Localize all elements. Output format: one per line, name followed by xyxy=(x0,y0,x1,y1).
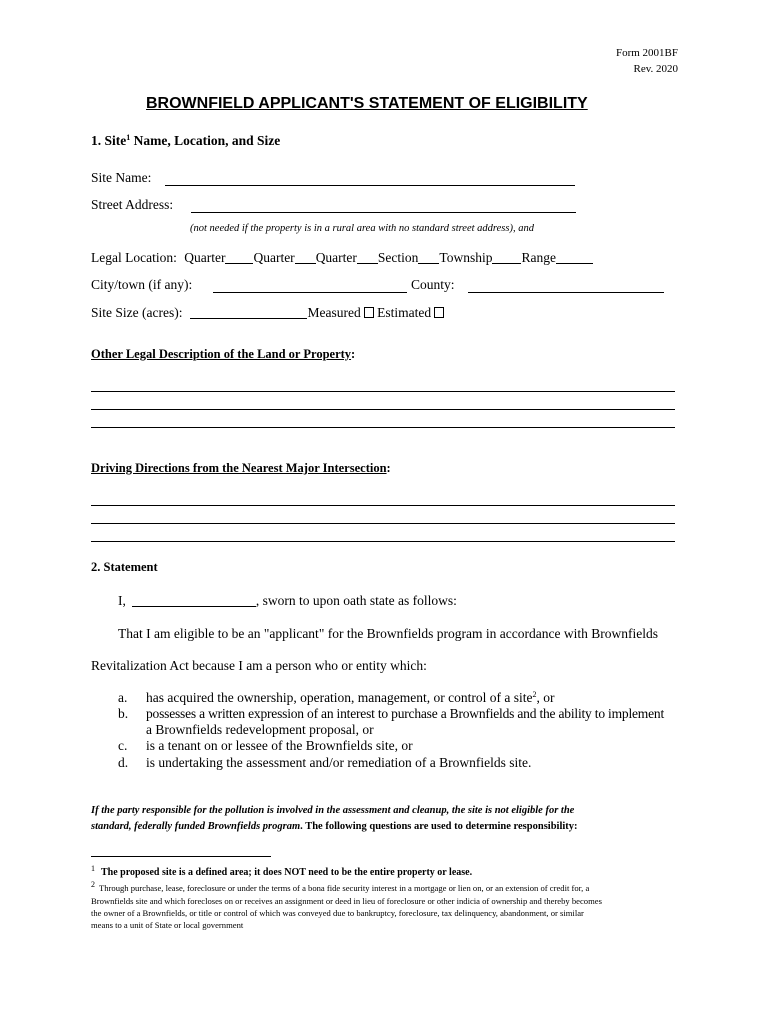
section-field[interactable] xyxy=(418,251,439,264)
list-item-letter: a. xyxy=(118,690,128,705)
township-field[interactable] xyxy=(492,251,521,264)
street-address-label: Street Address: xyxy=(91,197,174,212)
legal-location-label: Legal Location: xyxy=(91,250,177,265)
footnote-2-line3: the owner of a Brownfields, or title or control of which was conveyed due to bankruptcy, foreclosure, tax delinquency, abandonment, or similar xyxy=(91,908,584,918)
list-item-text-cont: a Brownfields redevelopment proposal, or xyxy=(146,722,374,737)
revision-date: Rev. 2020 xyxy=(633,63,678,75)
page-title: BROWNFIELD APPLICANT'S STATEMENT OF ELIGIBILITY xyxy=(146,95,588,112)
legal-location-row xyxy=(91,250,593,266)
list-item xyxy=(146,690,555,706)
estimated-label: Estimated xyxy=(377,305,432,320)
footnote-separator xyxy=(91,856,271,857)
list-item-tail: , or xyxy=(536,690,555,705)
county-label: County: xyxy=(411,277,455,292)
measured-label: Measured xyxy=(307,305,361,320)
measured-checkbox[interactable] xyxy=(364,307,374,318)
footnote-ref-1: 1 xyxy=(126,133,131,142)
responsibility-warning-line1: If the party responsible for the pollution is involved in the assessment and cleanup, the site is not eligible for the xyxy=(91,805,575,816)
list-item-letter: d. xyxy=(118,755,129,770)
driving-line-1[interactable] xyxy=(91,505,675,506)
other-legal-line-1[interactable] xyxy=(91,391,675,392)
quarter-field-3[interactable] xyxy=(357,251,378,264)
section2-heading: 2. Statement xyxy=(91,560,158,574)
site-size-row xyxy=(91,305,444,321)
street-address-field[interactable] xyxy=(191,212,576,213)
footnote-ref-2: 2 xyxy=(532,690,537,699)
oath-prefix: I, xyxy=(118,593,126,608)
footnote-2-line2: Brownfields site and which forecloses on or receives an assignment or deed in lieu of foreclosure or other indicia of ownership and thereby becomes xyxy=(91,896,602,906)
county-field[interactable] xyxy=(468,292,664,293)
driving-directions-heading: Driving Directions from the Nearest Major Intersection: xyxy=(91,461,391,475)
list-item-letter: c. xyxy=(118,738,128,753)
form-number: Form 2001BF xyxy=(615,47,678,59)
applicant-name-field[interactable] xyxy=(132,594,256,607)
site-size-field[interactable] xyxy=(190,306,307,319)
other-legal-line-3[interactable] xyxy=(91,427,675,428)
section1-heading-prefix: 1. Site xyxy=(91,133,127,148)
site-name-label: Site Name: xyxy=(91,170,152,185)
oath-line xyxy=(118,593,457,609)
footnote-1-number: 1 xyxy=(91,864,95,873)
list-item-letter: b. xyxy=(118,706,129,721)
footnote-2-number: 2 xyxy=(91,880,95,889)
quarter-label-2: Quarter xyxy=(253,250,295,265)
other-legal-line-2[interactable] xyxy=(91,409,675,410)
footnote-2-line1: Through purchase, lease, foreclosure or under the terms of a bona fide security interest in a mortgage or lien on, or an extension of credit for, a xyxy=(99,883,590,893)
township-label: Township xyxy=(439,250,493,265)
other-legal-heading: Other Legal Description of the Land or Property: xyxy=(91,347,356,361)
eligibility-paragraph-line1: That I am eligible to be an "applicant" for the Brownfields program in accordance with Brownfields xyxy=(118,626,658,641)
quarter-field-1[interactable] xyxy=(225,251,253,264)
estimated-checkbox[interactable] xyxy=(434,307,444,318)
footnote-1-text: The proposed site is a defined area; it does NOT need to be the entire property or lease. xyxy=(101,867,473,878)
range-label: Range xyxy=(521,250,556,265)
footnote-2-line4: means to a unit of State or local government xyxy=(91,920,244,930)
driving-directions-heading-text: Driving Directions from the Nearest Major Intersection xyxy=(91,461,387,475)
list-item-text: is undertaking the assessment and/or remediation of a Brownfields site. xyxy=(146,755,532,770)
warning-italic-part: standard, federally funded Brownfields program xyxy=(91,821,301,832)
responsibility-warning-line2 xyxy=(91,821,578,832)
city-field[interactable] xyxy=(213,292,407,293)
warning-rest: . The following questions are used to determine responsibility: xyxy=(300,821,578,832)
range-field[interactable] xyxy=(556,251,593,264)
city-label: City/town (if any): xyxy=(91,277,193,292)
eligibility-paragraph-line2: Revitalization Act because I am a person who or entity which: xyxy=(91,658,427,673)
driving-line-3[interactable] xyxy=(91,541,675,542)
other-legal-heading-text: Other Legal Description of the Land or Property xyxy=(91,347,352,361)
section-label: Section xyxy=(377,250,419,265)
list-item-text: possesses a written expression of an interest to purchase a Brownfields and the ability to implement xyxy=(146,706,664,721)
quarter-label-1: Quarter xyxy=(184,250,226,265)
driving-line-2[interactable] xyxy=(91,523,675,524)
list-item-text: is a tenant on or lessee of the Brownfields site, or xyxy=(146,738,413,753)
quarter-label-3: Quarter xyxy=(315,250,357,265)
section1-heading xyxy=(91,133,280,149)
list-item-text: has acquired the ownership, operation, management, or control of a site xyxy=(146,690,533,705)
quarter-field-2[interactable] xyxy=(295,251,316,264)
street-address-note: (not needed if the property is in a rural area with no standard street address), and xyxy=(190,223,534,234)
site-size-label: Site Size (acres): xyxy=(91,305,183,320)
site-name-field[interactable] xyxy=(165,185,575,186)
oath-suffix: , sworn to upon oath state as follows: xyxy=(255,593,457,608)
section1-heading-suffix: Name, Location, and Size xyxy=(130,133,281,148)
